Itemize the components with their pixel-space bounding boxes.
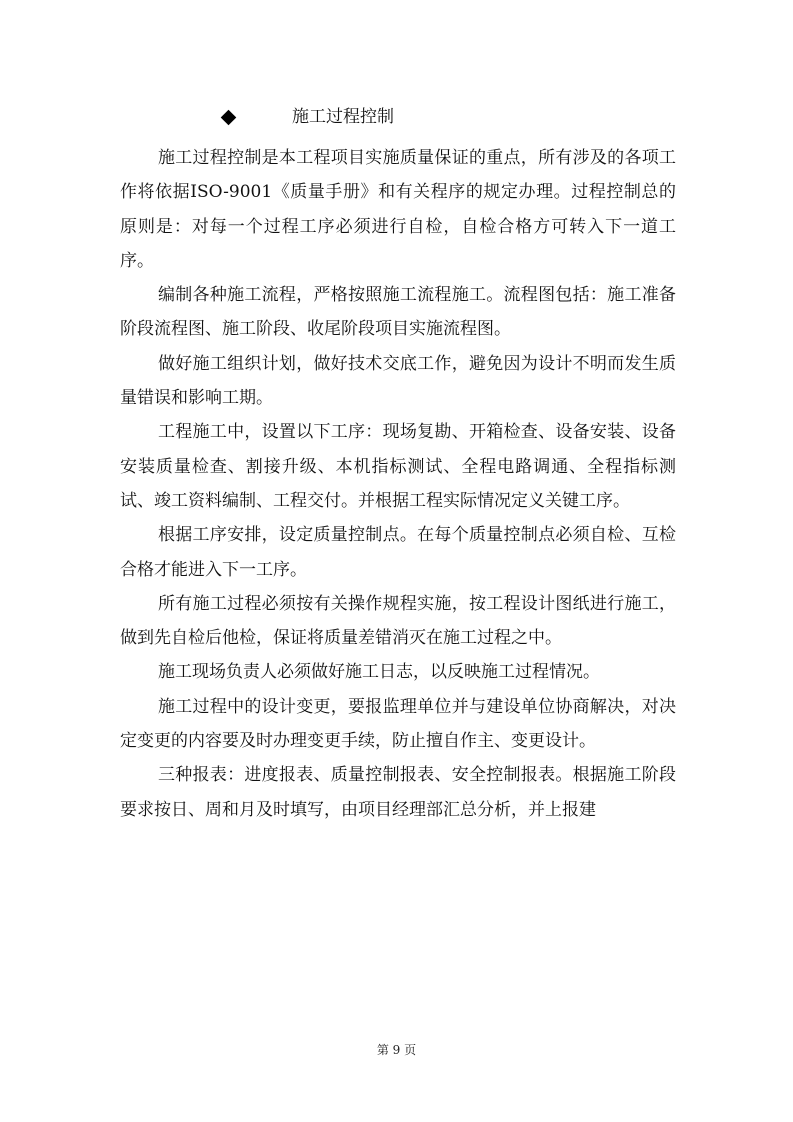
section-heading <box>220 100 394 134</box>
page-number: 第 9 页 <box>376 1043 417 1057</box>
paragraph-design-changes: 施工过程中的设计变更，要报监理单位并与建设单位协商解决，对决定变更的内容要及时办理变更手续，防止擅自作主、变更设计。 <box>120 696 676 752</box>
paragraph-operating-rules: 所有施工过程必须按有关操作规程实施，按工程设计图纸进行施工，做到先自检后他检，保证将质量差错消灭在施工过程之中。 <box>120 593 676 649</box>
section-title: 施工过程控制 <box>292 107 394 127</box>
paragraph-process-steps: 工程施工中，设置以下工序：现场复勘、开箱检查、设备安装、设备安装质量检查、割接升级、本机指标测试、全程电路调通、全程指标测试、竣工资料编制、工程交付。并根据工程实际情况定义关键工序。 <box>120 422 676 511</box>
paragraph-quality-control-overview: 施工过程控制是本工程项目实施质量保证的重点，所有涉及的各项工作将依据ISO-9001《质量手册》和有关程序的规定办理。过程控制总的原则是：对每一个过程工序必须进行自检，自检合格方可转入下一道工序。 <box>120 148 676 271</box>
diamond-bullet-icon <box>221 109 237 125</box>
paragraph-control-points: 根据工序安排，设定质量控制点。在每个质量控制点必须自检、互检合格才能进入下一工序。 <box>120 525 676 580</box>
body-text <box>120 141 676 827</box>
paragraph-organization-plan: 做好施工组织计划，做好技术交底工作，避免因为设计不明而发生质量错误和影响工期。 <box>120 353 676 409</box>
paragraph-construction-flow: 编制各种施工流程，严格按照施工流程施工。流程图包括：施工准备阶段流程图、施工阶段、收尾阶段项目实施流程图。 <box>120 285 676 340</box>
paragraph-construction-log: 施工现场负责人必须做好施工日志，以反映施工过程情况。 <box>158 662 600 683</box>
paragraph-three-reports: 三种报表：进度报表、质量控制报表、安全控制报表。根据施工阶段要求按日、周和月及时填写，由项目经理部汇总分析，并上报建 <box>120 765 676 820</box>
